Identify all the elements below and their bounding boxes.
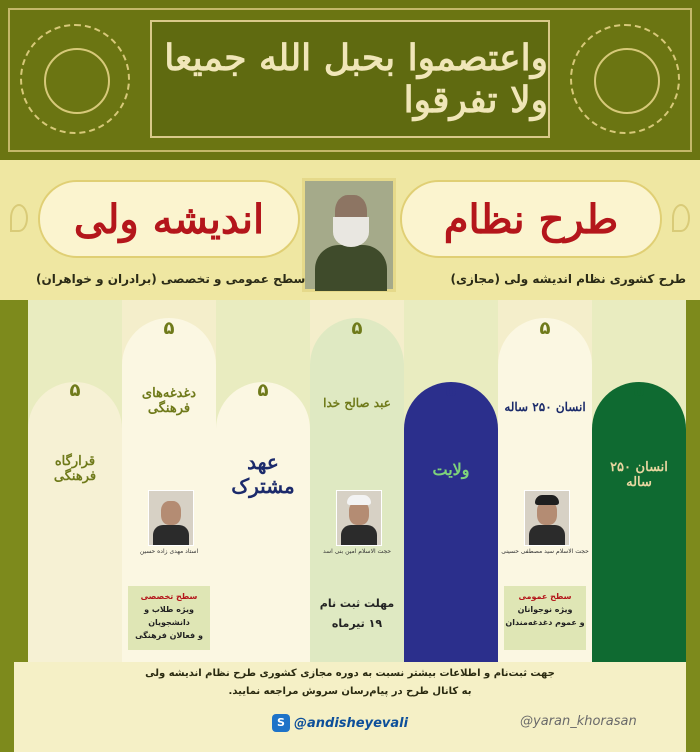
audience-line-2: و عموم دغدغه‌مندان xyxy=(505,618,585,627)
column-number: ۵ xyxy=(351,318,363,339)
column-speaker-specialist xyxy=(122,300,216,662)
column-speaker-general xyxy=(498,300,592,662)
column-mark: ولایت xyxy=(432,460,470,479)
page-title-right: طرح نظام xyxy=(443,195,619,243)
footer-panel xyxy=(14,662,686,752)
calligraphy-banner xyxy=(0,0,700,160)
leaf-ornament-icon xyxy=(672,204,690,232)
speaker-caption: حجت الاسلام امین بنی اسد xyxy=(322,548,392,555)
watermark: @yaran_khorasan xyxy=(520,714,637,729)
leader-portrait xyxy=(302,178,396,292)
column-number: ۵ xyxy=(633,380,645,401)
speaker-photo xyxy=(524,490,570,546)
column-mark: انسان ۲۵۰ ساله xyxy=(610,460,668,490)
column-mark: دغدغه‌های فرهنگی xyxy=(141,386,197,416)
audience-info xyxy=(128,586,210,650)
soroush-icon: S xyxy=(272,714,290,732)
arabesque-ornament-right xyxy=(570,24,680,134)
speaker-cloth xyxy=(153,525,189,545)
speaker-turban xyxy=(535,495,559,505)
speaker-photo xyxy=(148,490,194,546)
arch-cream xyxy=(216,382,310,662)
column-mark: عبد صالح خدا xyxy=(323,396,391,410)
speaker-caption: حجت الاسلام سید مصطفی حسینی xyxy=(501,548,589,555)
level-label: سطح عمومی xyxy=(518,592,572,601)
audience-info xyxy=(504,586,586,650)
footer-line-1: جهت ثبت‌نام و اطلاعات بیشتر نسبت به دوره مجازی کشوری طرح نظام اندیشه ولی xyxy=(145,668,555,679)
portrait-body xyxy=(315,245,387,291)
column-insan xyxy=(592,300,686,662)
speaker-cloth xyxy=(529,525,565,545)
title-band xyxy=(0,160,700,300)
arch-green xyxy=(592,382,686,662)
deadline-label: مهلت ثبت نام xyxy=(319,597,395,610)
arch-cream xyxy=(28,382,122,662)
footer-line-2: به کانال طرح در پیام‌رسان سروش مراجعه نمایید. xyxy=(228,686,472,697)
column-number: ۵ xyxy=(539,318,551,339)
arabesque-ornament-left xyxy=(20,24,130,134)
speaker-caption: استاد مهدی زاده حسین xyxy=(139,548,199,555)
audience-line-2: و فعالان فرهنگی xyxy=(135,631,203,640)
subtitle-right: طرح کشوری نظام اندیشه ولی (مجازی) xyxy=(450,272,686,286)
column-mark: انسان ۲۵۰ ساله xyxy=(504,400,586,414)
portrait-beard xyxy=(333,217,369,247)
column-speaker-deadline xyxy=(310,300,404,662)
level-label: سطح تخصصی xyxy=(140,592,198,601)
column-velayat xyxy=(404,300,498,662)
audience-line-1: ویژه نوجوانان xyxy=(517,605,573,614)
deadline-date: ۱۹ تیرماه xyxy=(331,617,383,630)
quran-calligraphy-panel xyxy=(150,20,550,138)
column-gharargah xyxy=(28,300,122,662)
speaker-photo xyxy=(336,490,382,546)
page-title-left: اندیشه ولی xyxy=(73,195,265,243)
calligraphy-text: واعتصموا بحبل الله جميعا ولا تفرقوا xyxy=(164,37,548,121)
speaker-face xyxy=(161,501,181,525)
column-mark: عهد مشترک xyxy=(231,450,295,498)
program-columns xyxy=(14,300,686,662)
arch-blue xyxy=(404,382,498,662)
leaf-ornament-icon xyxy=(10,204,28,232)
audience-line-1: ویژه طلاب و دانشجویان xyxy=(144,605,194,627)
column-number: ۵ xyxy=(257,380,269,401)
speaker-turban xyxy=(347,495,371,505)
title-box-left xyxy=(38,180,300,258)
column-number: ۵ xyxy=(445,380,457,401)
column-ahd xyxy=(216,300,310,662)
column-number: ۵ xyxy=(69,380,81,401)
registration-deadline xyxy=(316,594,398,634)
speaker-cloth xyxy=(341,525,377,545)
title-box-right xyxy=(400,180,662,258)
column-number: ۵ xyxy=(163,318,175,339)
column-mark: قرارگاه فرهنگی xyxy=(53,454,97,484)
channel-handle-link[interactable]: @andisheyevali xyxy=(294,716,409,731)
subtitle-left: سطح عمومی و تخصصی (برادران و خواهران) xyxy=(36,272,306,286)
